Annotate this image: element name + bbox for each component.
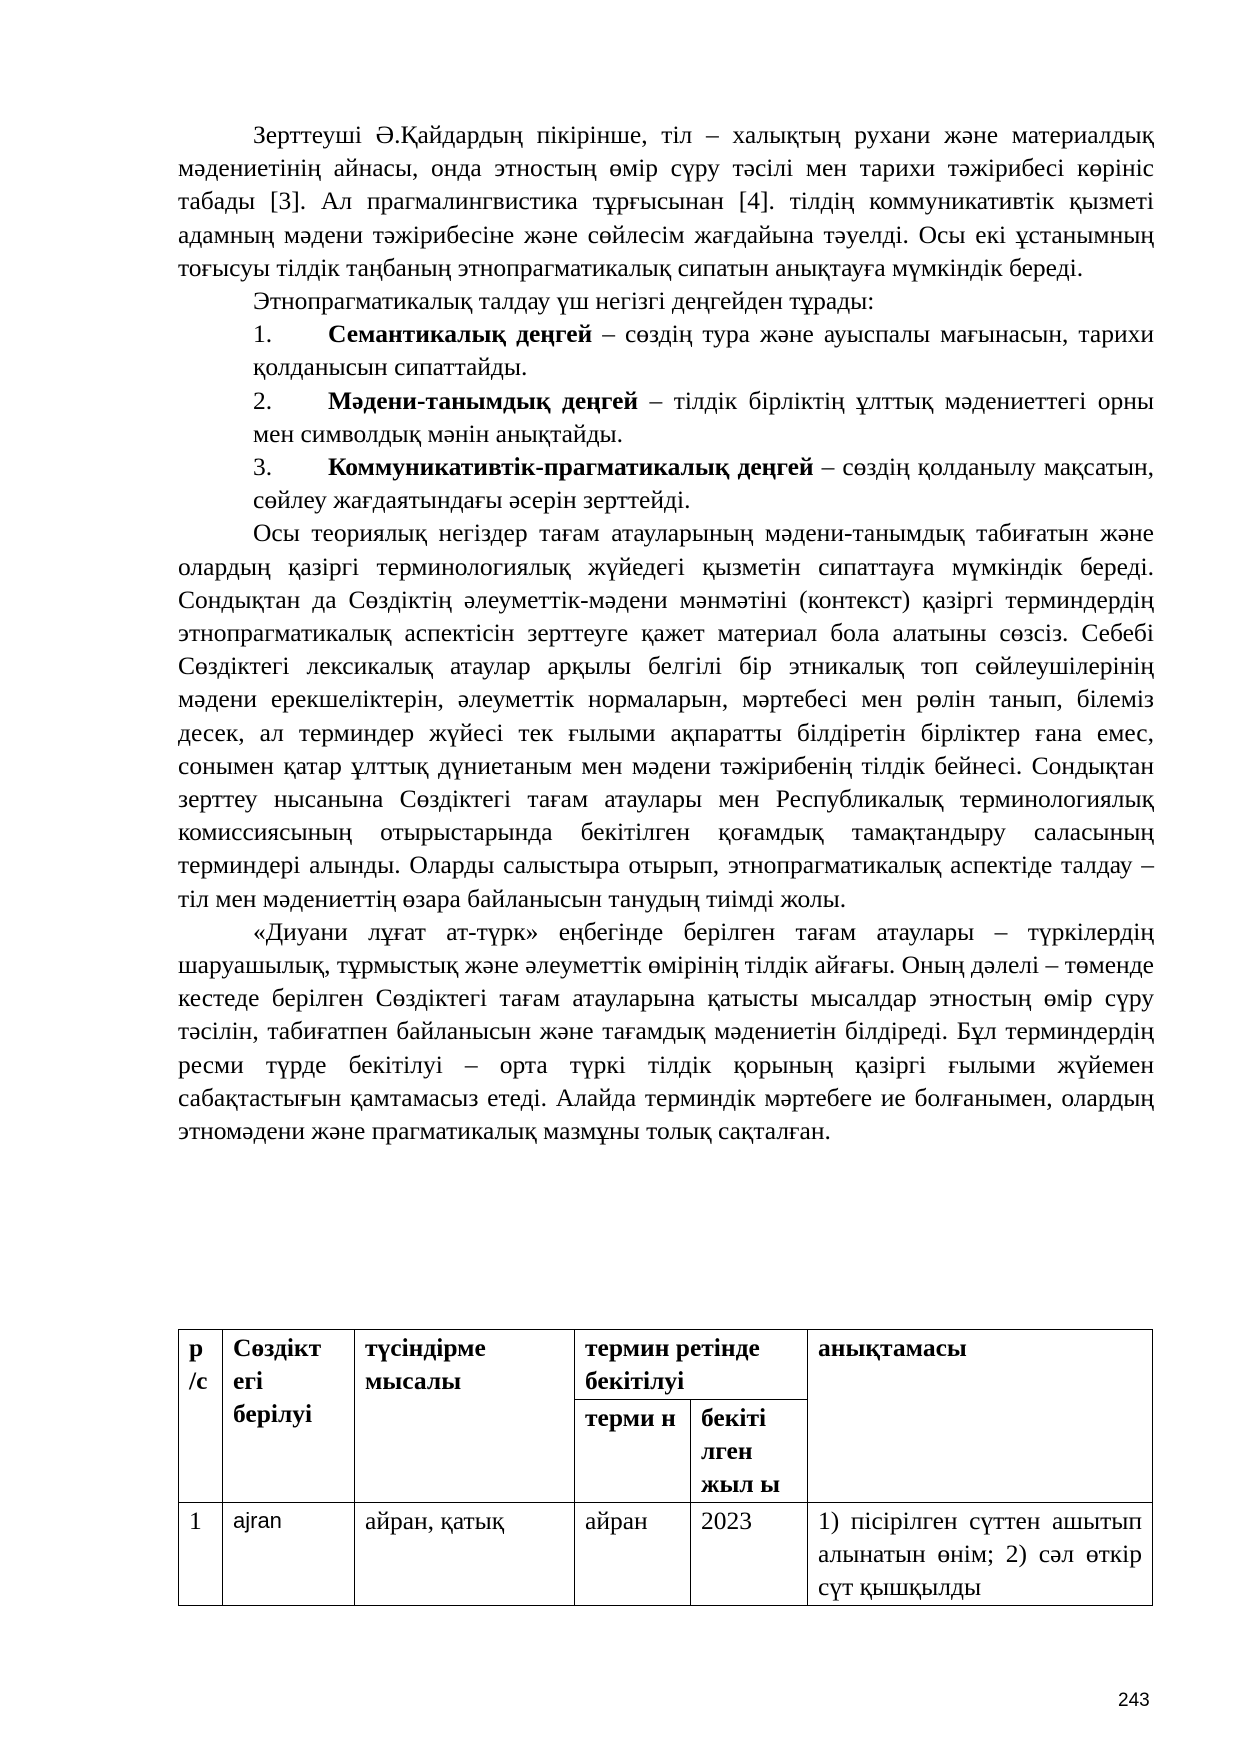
level-term: Коммуникативтік-прагматикалық деңгей <box>328 452 814 482</box>
list-item-level-3 <box>253 450 1154 516</box>
level-term: Семантикалық деңгей <box>328 319 593 349</box>
level-term: Мәдени-танымдық деңгей <box>328 385 639 415</box>
cell-year: 2023 <box>691 1503 808 1606</box>
list-number: 2. <box>253 385 273 415</box>
cell-number: 1 <box>179 1503 223 1606</box>
header-term: терми н <box>575 1400 691 1503</box>
level-description: – тілдік бірліктің ұлттық мәдениеттегі орны мен символдық мәнін анықтайды. <box>253 385 1154 448</box>
paragraph-kaidar: Зерттеуші Ә.Қайдардың пікірінше, тіл – халықтың рухани және материалдық мәдениетінің айнасы, онда этностың өмір сүру тәсілі мен тарихи тәжірибесі көрініс табады [3]. Ал прагмалингвистика тұрғысынан [4]. тілдің коммуникативтік қызметі адамның мәдени тәжірибесіне және сөйлесім жағдайына тәуелді. Осы екі ұстанымның тоғысуы тілдік таңбаның этнопрагматикалық сипатын анықтауға мүмкіндік береді. <box>178 120 1154 282</box>
table-row <box>179 1503 1153 1606</box>
cell-definition: 1) пісірілген сүттен ашытып алынатын өнім; 2) сәл өткір сүт қышқылды <box>808 1503 1153 1606</box>
table-header-row <box>179 1330 1153 1400</box>
header-example: түсіндірме мысалы <box>355 1330 575 1503</box>
cell-term: айран <box>575 1503 691 1606</box>
cell-dictionary: ajran <box>223 1503 355 1606</box>
terms-table <box>178 1329 1153 1606</box>
document-body <box>178 118 1154 1147</box>
level-description: – сөздің тура және ауыспалы мағынасын, тарихи қолданысын сипаттайды. <box>253 319 1154 382</box>
header-definition: анықтамасы <box>808 1330 1153 1503</box>
page-number: 243 <box>1118 1690 1150 1711</box>
level-description: – сөздің қолданылу мақсатын, сөйлеу жағдаятындағы әсерін зерттейді. <box>253 452 1154 515</box>
paragraph-diuani: «Диуани лұғат ат-түрк» еңбегінде берілген тағам атаулары – түркілердің шаруашылық, тұрмыстық және әлеуметтік өмірінің тілдік айғағы. Оның дәлелі – төменде кестеде берілген Сөздіктегі тағам атауларына қатысты мысалдар этностың өмір сүру тәсілін, табиғатпен байланысын және тағамдық мәдениетін білдіреді. Бұл терминдердің ресми түрде бекітілуі – орта түркі тілдік қорының қазіргі ғылыми жүйемен сабақтастығын қамтамасыз етеді. Алайда терминдік мәртебеге ие болғанымен, олардың этномәдени және прагматикалық мазмұны толық сақталған. <box>178 916 1154 1146</box>
header-term-approval: термин ретінде бекітілуі <box>575 1330 808 1400</box>
paragraph-theory: Осы теориялық негіздер тағам атауларының мәдени-танымдық табиғатын және олардың қазіргі терминологиялық жүйедегі қызметін сипаттауға мүмкіндік береді. Сондықтан да Сөздіктің әлеуметтік-мәдени мәнмәтіні (контекст) қазіргі терминдердің этнопрагматикалық аспектісін зерттеуге қажет материал бола алатыны сөзсіз. Себебі Сөздіктегі лексикалық атаулар арқылы белгілі бір этникалық топ сөйлеушілерінің мәдени ерекшеліктерін, әлеуметтік нормаларын, мәртебесі мен рөлін танып, білеміз десек, ал терминдер жүйесі тек ғылыми ақпаратты білдіретін бірліктер ғана емес, сонымен қатар ұлттық дүниетаным мен мәдени тәжірибенің тілдік бейнесі. Сондықтан зерттеу нысанына Сөздіктегі тағам атаулары мен Республикалық терминологиялық комиссиясының отырыстарында бекітілген қоғамдық тамақтандыру саласының терминдері алынды. Оларды салыстыра отырып, этнопрагматикалық аспектіде талдау – тіл мен мәдениеттің өзара байланысын танудың тиімді жолы. <box>178 518 1154 913</box>
list-number: 3. <box>253 452 273 482</box>
header-dictionary: Сөздікт егі берілуі <box>223 1330 355 1503</box>
list-item-level-1 <box>253 317 1154 383</box>
header-number: р /с <box>179 1330 223 1503</box>
paragraph-levels-intro: Этнопрагматикалық талдау үш негізгі деңгейден тұрады: <box>253 286 875 316</box>
cell-example: айран, қатық <box>355 1503 575 1606</box>
list-item-level-2 <box>253 384 1154 450</box>
list-number: 1. <box>253 319 273 349</box>
header-year: бекіті лген жыл ы <box>691 1400 808 1503</box>
